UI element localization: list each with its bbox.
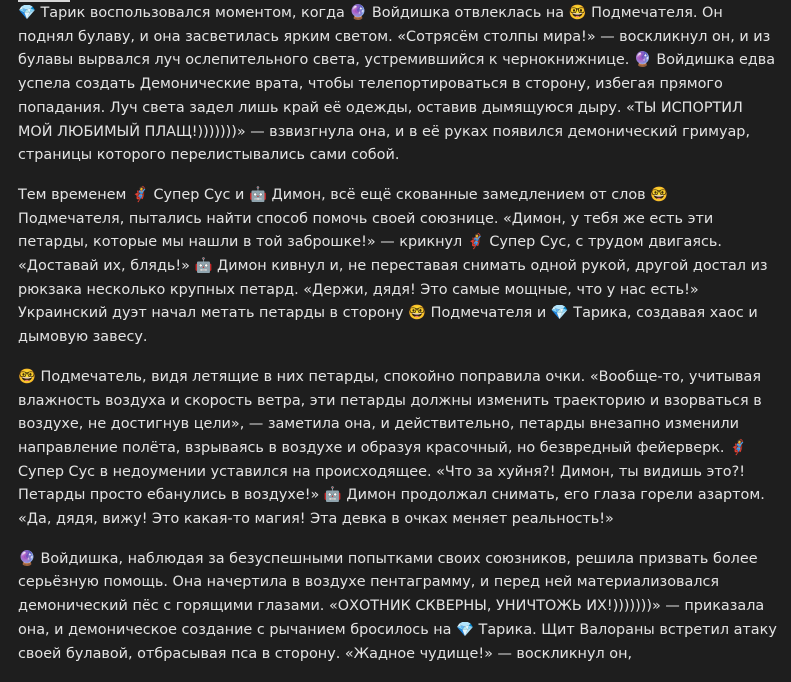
story-paragraph-2: Тем временем 🦸 Супер Сус и 🤖 Димон, всё ещё скованные замедлением от слов 🤓 Подмечателя, пытались найти способ помочь своей союзнице. «Димон, у тебя же есть эти петарды, которые мы нашли в той заброшке!» — крикнул 🦸 Супер Сус, с трудом двигаясь. «Доставай их, блядь!» 🤖 Димон кивнул и, не переставая снимать одной рукой, другой достал из рюкзака несколько крупных петард. «Держи, дядя! Это самые мощные, что у нас есть!» Украинский дуэт начал метать петарды в сторону 🤓 Подмечателя и 💎 Тарика, создавая хаос и дымовую завесу. bbox=[18, 186, 768, 346]
story-text bbox=[18, 2, 778, 682]
story-paragraph-3: 🤓 Подмечатель, видя летящие в них петарды, спокойно поправила очки. «Вообще-то, учитывая влажность воздуха и скорость ветра, эти петарды должны изменить траекторию и взорваться в воздухе, не достигнув цели», — заметила она, и действительно, петарды внезапно изменили направление полёта, взрываясь в воздухе и образуя красочный, но безвредный фейерверк. 🦸 Супер Сус в недоумении уставился на происходящее. «Что за хуйня?! Димон, ты видишь это?! Петарды просто ебанулись в воздухе!» 🤖 Димон продолжал снимать, его глаза горели азартом. «Да, дядя, вижу! Это какая-то магия! Эта девка в очках меняет реальность!» bbox=[18, 368, 765, 528]
story-paragraph-1: 💎 Тарик воспользовался моментом, когда 🔮 Войдишка отвлеклась на 🤓 Подмечателя. Он поднял булаву, и она засветилась ярким светом. «Сотрясём столпы мира!» — воскликнул он, и из булавы вырвался луч ослепительного света, устремившийся к чернокнижнице. 🔮 Войдишка едва успела создать Демонические врата, чтобы телепортироваться в сторону, избегая прямого попадания. Луч света задел лишь край её одежды, оставив дымящуюся дыру. «ТЫ ИСПОРТИЛ МОЙ ЛЮБИМЫЙ ПЛАЩ!)))))))» — взвизгнула она, и в её руках появился демонический гримуар, страницы которого перелистывались сами собой. bbox=[18, 5, 776, 164]
story-paragraph-4: 🔮 Войдишка, наблюдая за безуспешными попытками своих союзников, решила призвать более серьёзную помощь. Она начертила в воздухе пентаграмму, и перед ней материализовался демонический пёс с горящими глазами. «ОХОТНИК СКВЕРНЫ, УНИЧТОЖЬ ИХ!)))))))» — приказала она, и демоническое создание с рычанием бросилось на 💎 Тарика. Щит Валораны встретил атаку своей булавой, отбрасывая пса в сторону. «Жадное чудище!» — воскликнул он, bbox=[18, 550, 777, 662]
